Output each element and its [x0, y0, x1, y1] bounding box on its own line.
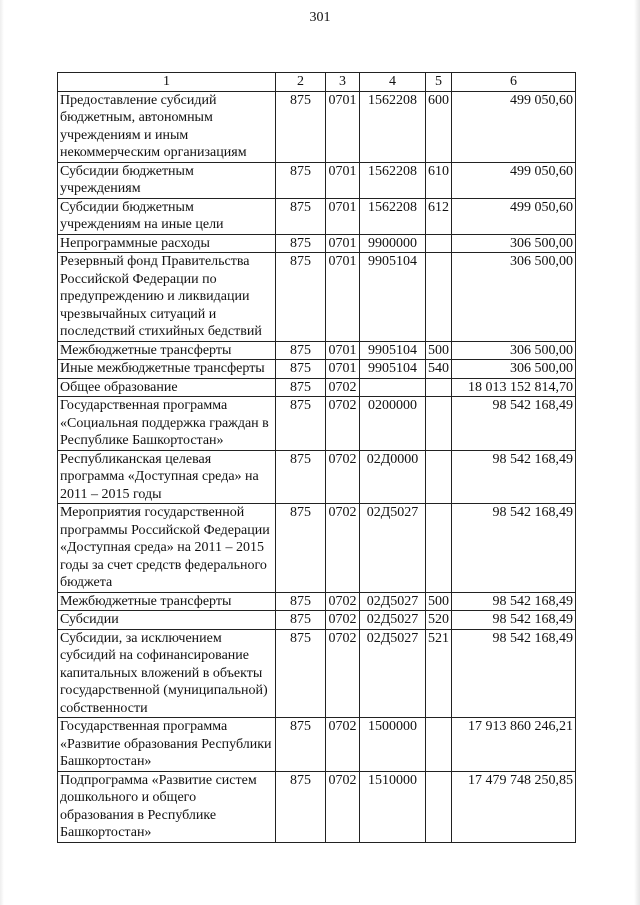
table-row [58, 341, 576, 360]
table-row [58, 611, 576, 630]
table-row [58, 198, 576, 234]
row-vr [426, 253, 452, 342]
row-name: Подпрограмма «Развитие систем дошкольного и общего образования в Республике Башкортостан» [58, 771, 276, 842]
row-cs: 1562208 [360, 198, 426, 234]
row-sum: 306 500,00 [452, 341, 576, 360]
row-cs: 1562208 [360, 91, 426, 162]
row-ved: 875 [276, 592, 326, 611]
row-ved: 875 [276, 198, 326, 234]
row-ved: 875 [276, 341, 326, 360]
row-cs: 02Д5027 [360, 592, 426, 611]
page-number: 301 [309, 10, 331, 25]
row-cs [360, 378, 426, 397]
row-rz: 0701 [326, 341, 360, 360]
row-name: Общее образование [58, 378, 276, 397]
table-row [58, 592, 576, 611]
row-name: Субсидии бюджетным учреждениям на иные цели [58, 198, 276, 234]
row-vr [426, 771, 452, 842]
row-name: Субсидии бюджетным учреждениям [58, 162, 276, 198]
row-ved: 875 [276, 378, 326, 397]
row-ved: 875 [276, 611, 326, 630]
row-vr [426, 378, 452, 397]
row-ved: 875 [276, 718, 326, 772]
row-rz: 0702 [326, 718, 360, 772]
row-cs: 1562208 [360, 162, 426, 198]
row-name: Непрограммные расходы [58, 234, 276, 253]
table-row [58, 629, 576, 718]
row-cs: 1510000 [360, 771, 426, 842]
row-sum: 18 013 152 814,70 [452, 378, 576, 397]
row-vr: 600 [426, 91, 452, 162]
row-name: Резервный фонд Правительства Российской Федерации по предупреждению и ликвидации чрезвычайных ситуаций и последствий стихийных бедствий [58, 253, 276, 342]
scan-shadow-right [634, 0, 640, 905]
row-ved: 875 [276, 91, 326, 162]
row-sum: 98 542 168,49 [452, 592, 576, 611]
row-vr [426, 234, 452, 253]
row-rz: 0701 [326, 234, 360, 253]
row-rz: 0702 [326, 504, 360, 593]
row-sum: 98 542 168,49 [452, 450, 576, 504]
row-ved: 875 [276, 629, 326, 718]
table-row [58, 718, 576, 772]
row-vr [426, 504, 452, 593]
table-row [58, 91, 576, 162]
header-col-5: 5 [426, 73, 452, 92]
row-sum: 98 542 168,49 [452, 504, 576, 593]
row-vr [426, 450, 452, 504]
row-rz: 0702 [326, 611, 360, 630]
row-vr: 610 [426, 162, 452, 198]
row-ved: 875 [276, 234, 326, 253]
row-sum: 499 050,60 [452, 162, 576, 198]
row-ved: 875 [276, 504, 326, 593]
row-rz: 0701 [326, 360, 360, 379]
row-rz: 0701 [326, 162, 360, 198]
table-row [58, 397, 576, 451]
table-row [58, 253, 576, 342]
row-vr: 520 [426, 611, 452, 630]
row-name: Субсидии, за исключением субсидий на софинансирование капитальных вложений в объекты государственной (муниципальной) собственности [58, 629, 276, 718]
row-rz: 0702 [326, 378, 360, 397]
row-name: Субсидии [58, 611, 276, 630]
row-name: Предоставление субсидий бюджетным, автономным учреждениям и иным некоммерческим организациям [58, 91, 276, 162]
table-row [58, 378, 576, 397]
row-sum: 98 542 168,49 [452, 629, 576, 718]
header-col-3: 3 [326, 73, 360, 92]
table-body [58, 91, 576, 842]
scan-shadow-left [0, 0, 4, 905]
row-ved: 875 [276, 360, 326, 379]
row-sum: 499 050,60 [452, 91, 576, 162]
row-sum: 98 542 168,49 [452, 397, 576, 451]
row-sum: 306 500,00 [452, 360, 576, 379]
table-row [58, 234, 576, 253]
row-rz: 0702 [326, 771, 360, 842]
row-cs: 9900000 [360, 234, 426, 253]
row-cs: 02Д5027 [360, 611, 426, 630]
row-rz: 0701 [326, 198, 360, 234]
table-row [58, 771, 576, 842]
row-sum: 499 050,60 [452, 198, 576, 234]
table-header [58, 73, 576, 92]
row-rz: 0701 [326, 91, 360, 162]
row-sum: 98 542 168,49 [452, 611, 576, 630]
row-vr: 612 [426, 198, 452, 234]
row-name: Межбюджетные трансферты [58, 592, 276, 611]
row-vr: 540 [426, 360, 452, 379]
header-row [58, 73, 576, 92]
row-vr: 500 [426, 592, 452, 611]
row-rz: 0702 [326, 629, 360, 718]
row-cs: 9905104 [360, 360, 426, 379]
row-vr: 521 [426, 629, 452, 718]
row-rz: 0702 [326, 592, 360, 611]
row-sum: 17 913 860 246,21 [452, 718, 576, 772]
row-sum: 17 479 748 250,85 [452, 771, 576, 842]
row-cs: 02Д5027 [360, 629, 426, 718]
row-ved: 875 [276, 253, 326, 342]
row-sum: 306 500,00 [452, 253, 576, 342]
row-ved: 875 [276, 771, 326, 842]
table-row [58, 162, 576, 198]
row-vr [426, 397, 452, 451]
table-row [58, 450, 576, 504]
row-ved: 875 [276, 450, 326, 504]
header-col-1: 1 [58, 73, 276, 92]
row-ved: 875 [276, 162, 326, 198]
table-row [58, 360, 576, 379]
row-name: Межбюджетные трансферты [58, 341, 276, 360]
header-col-2: 2 [276, 73, 326, 92]
row-sum: 306 500,00 [452, 234, 576, 253]
row-cs: 9905104 [360, 341, 426, 360]
header-col-6: 6 [452, 73, 576, 92]
row-cs: 9905104 [360, 253, 426, 342]
row-name: Государственная программа «Развитие образования Республики Башкортостан» [58, 718, 276, 772]
table-row [58, 504, 576, 593]
row-vr [426, 718, 452, 772]
row-name: Мероприятия государственной программы Российской Федерации «Доступная среда» на 2011 – 2015 годы за счет средств федерального бюджета [58, 504, 276, 593]
header-col-4: 4 [360, 73, 426, 92]
row-rz: 0701 [326, 253, 360, 342]
row-name: Государственная программа «Социальная поддержка граждан в Республике Башкортостан» [58, 397, 276, 451]
row-name: Республиканская целевая программа «Доступная среда» на 2011 – 2015 годы [58, 450, 276, 504]
row-name: Иные межбюджетные трансферты [58, 360, 276, 379]
row-ved: 875 [276, 397, 326, 451]
row-rz: 0702 [326, 397, 360, 451]
row-vr: 500 [426, 341, 452, 360]
row-cs: 02Д5027 [360, 504, 426, 593]
row-cs: 02Д0000 [360, 450, 426, 504]
row-rz: 0702 [326, 450, 360, 504]
budget-table [57, 72, 576, 843]
row-cs: 0200000 [360, 397, 426, 451]
row-cs: 1500000 [360, 718, 426, 772]
